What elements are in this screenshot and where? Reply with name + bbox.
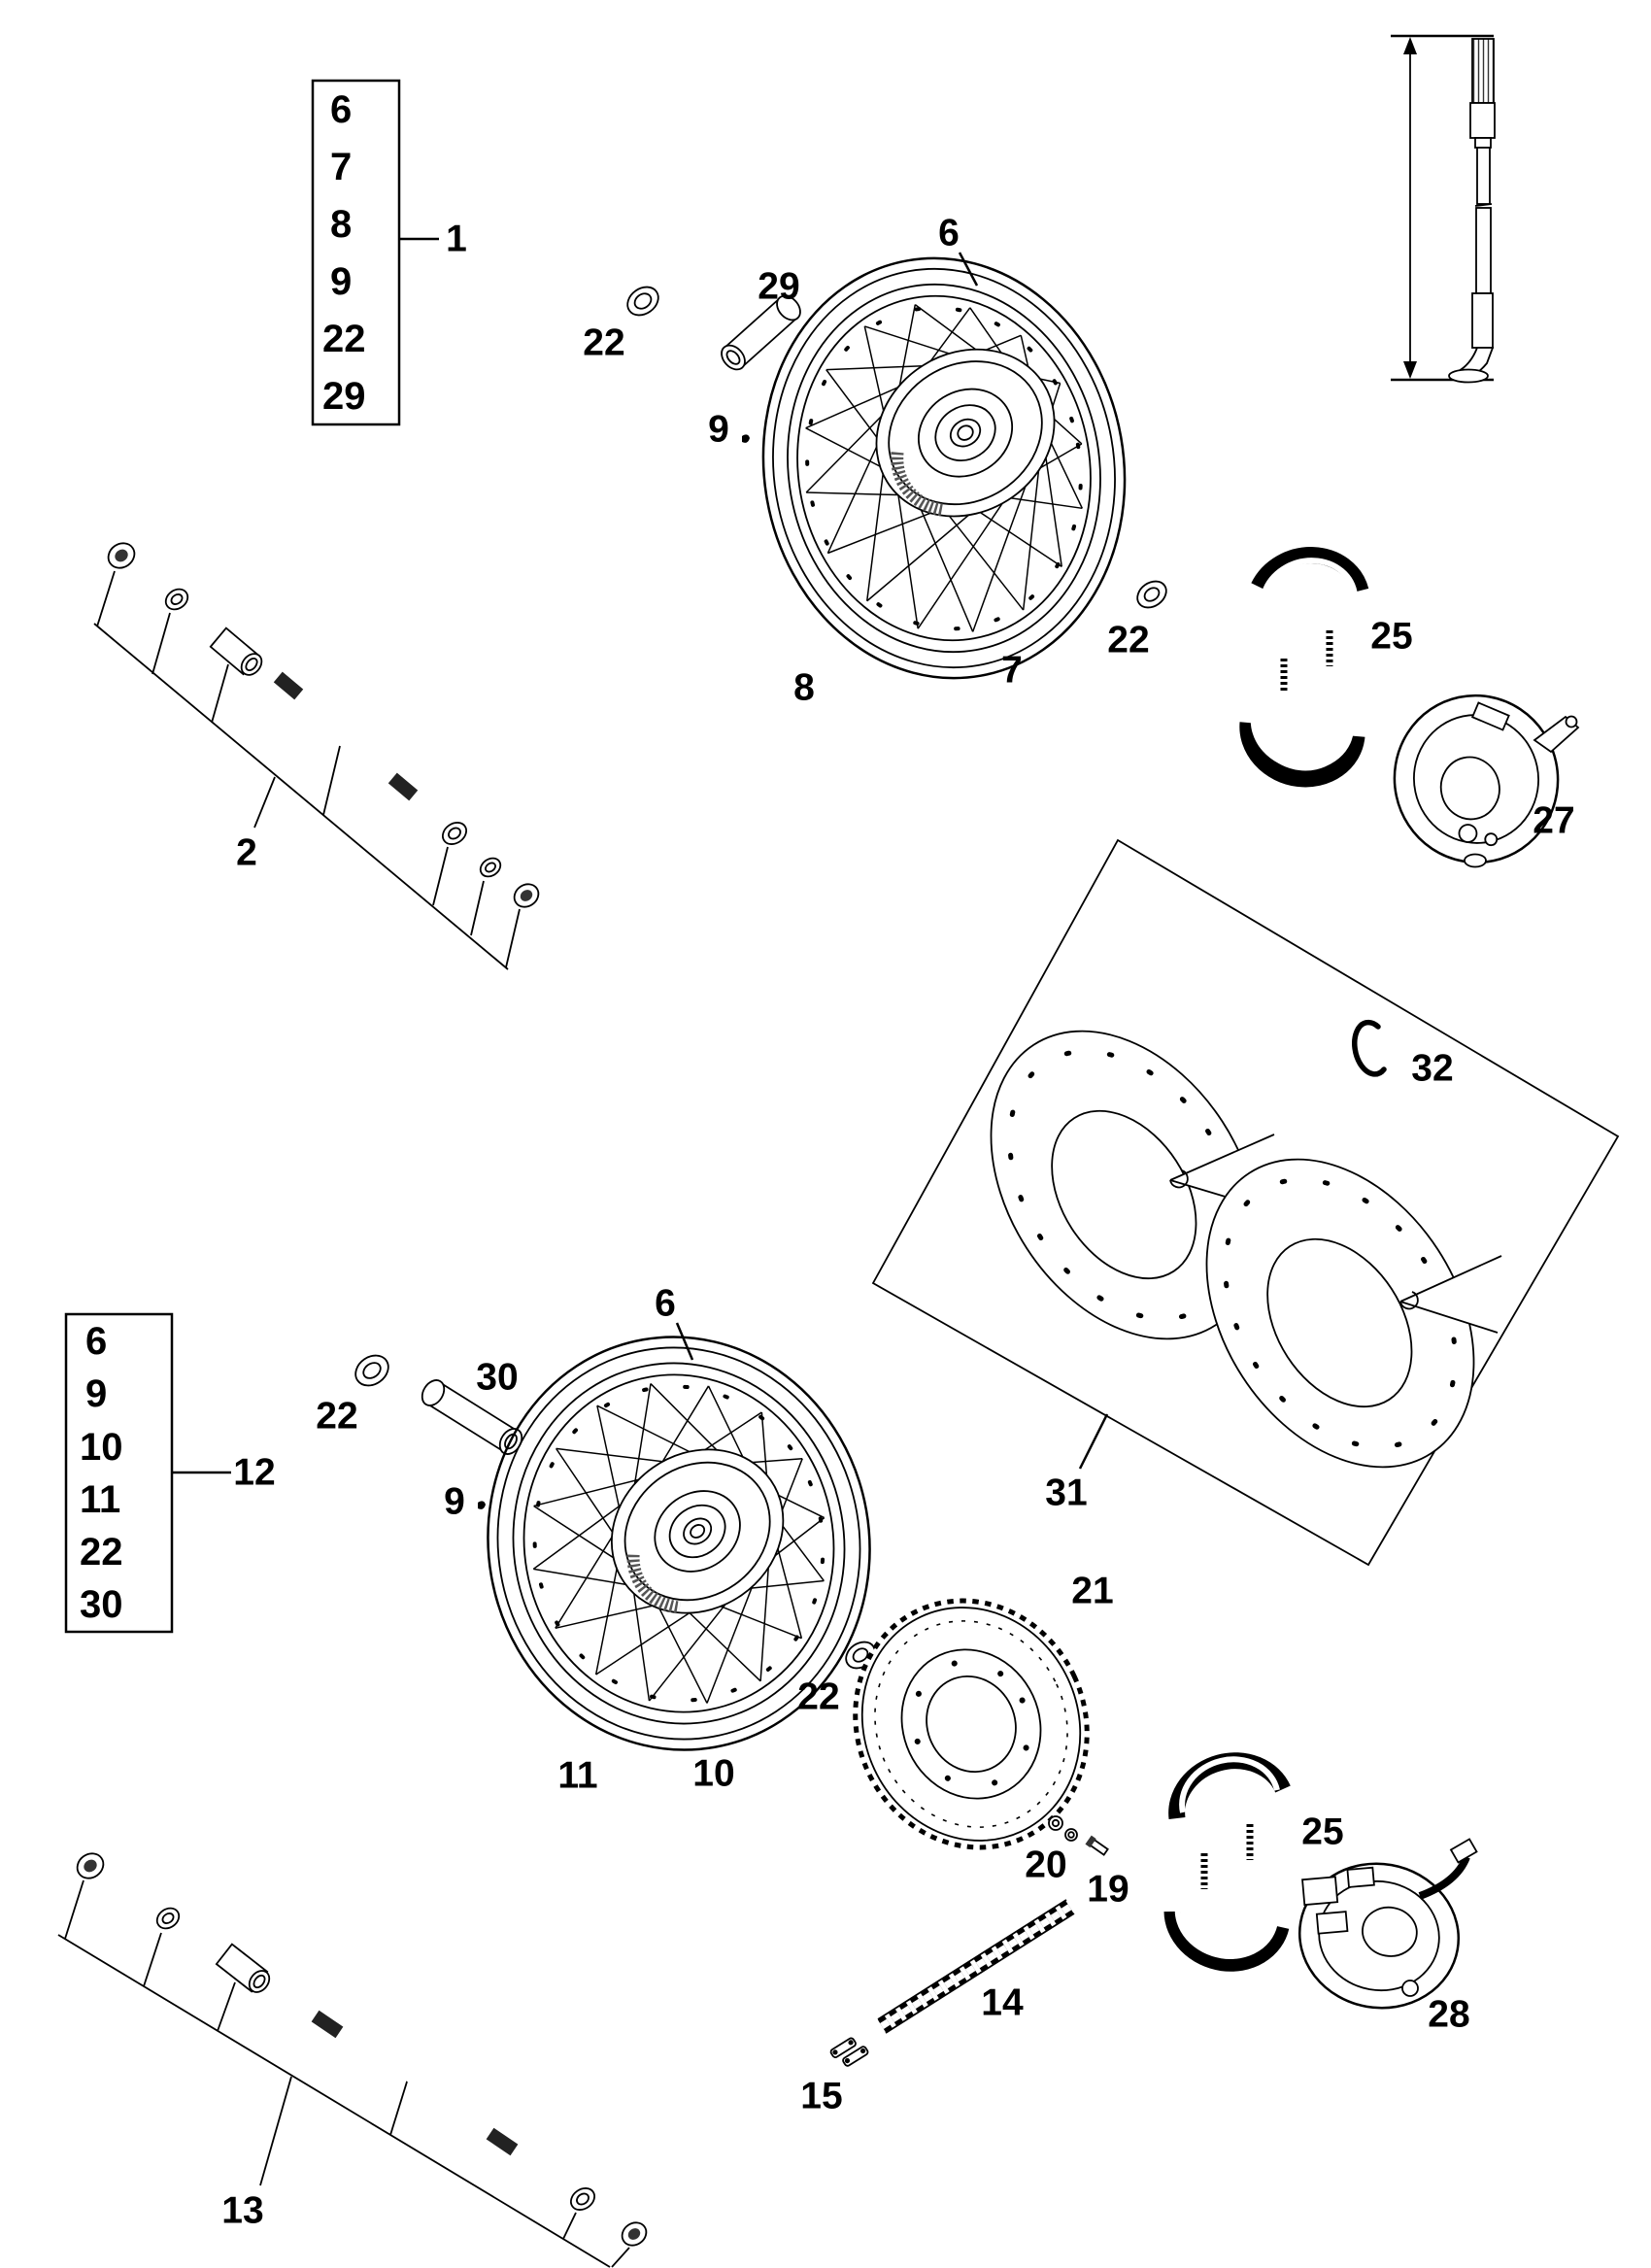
callout-21: 21 (1071, 1570, 1114, 1612)
fork-tube (1449, 39, 1495, 383)
front-wheel-bearing-left (623, 282, 664, 322)
callout-11: 11 (557, 1754, 598, 1797)
legend-box-front (313, 81, 467, 424)
legend-front-item: 29 (322, 375, 366, 418)
callout-19: 19 (1087, 1868, 1129, 1911)
rear-wheel-bearing-left (350, 1349, 394, 1392)
seal-dot-front (742, 434, 750, 443)
callout-10: 10 (692, 1752, 735, 1795)
front-axle-kit (94, 538, 543, 969)
callout-25-rear: 25 (1301, 1811, 1344, 1853)
rear-hub (580, 1416, 815, 1646)
callout-30: 30 (476, 1356, 519, 1399)
callout-12: 12 (233, 1451, 276, 1494)
legend-rear-item: 10 (80, 1426, 123, 1469)
legend-front-item: 22 (322, 318, 366, 360)
legend-rear-item: 30 (80, 1583, 123, 1626)
brake-shoes-rear (1172, 1759, 1283, 1963)
legend-box-rear (66, 1314, 276, 1632)
brake-disc-plates (873, 840, 1618, 1565)
callout-31: 31 (1045, 1472, 1088, 1514)
spacer-bushing (217, 1945, 274, 1996)
callout-28: 28 (1428, 1993, 1470, 2036)
seal-dot-rear (478, 1501, 486, 1509)
callout-8: 8 (793, 666, 815, 709)
fork-leg-reference (1391, 36, 1495, 383)
legend-front-item: 7 (330, 146, 353, 188)
sprocket-bolt (1085, 1836, 1108, 1857)
spacer-bushing (211, 628, 266, 679)
legend-rear-item: 9 (85, 1372, 108, 1415)
washer (153, 1904, 184, 1932)
washer (162, 585, 192, 613)
callout-27: 27 (1533, 799, 1575, 842)
chain-master-link (829, 2034, 868, 2070)
front-wheel-bearing-right (1132, 576, 1171, 613)
drive-chain (878, 1900, 1074, 2033)
callout-14: 14 (981, 1981, 1024, 2024)
leader-line (960, 253, 977, 286)
callout-15: 15 (800, 2075, 843, 2117)
washer (439, 818, 471, 848)
legend-rear-item: 22 (80, 1531, 123, 1574)
bracket-line (58, 1935, 610, 2267)
callout-13: 13 (221, 2189, 264, 2232)
callout-6-rear: 6 (655, 1282, 676, 1325)
legend-rear-item: 6 (85, 1320, 108, 1363)
callout-9-front: 9 (708, 408, 729, 451)
legend-front-item: 6 (330, 88, 353, 131)
bracket-line (94, 624, 508, 969)
legend-front-item: 9 (330, 260, 353, 303)
callout-32: 32 (1411, 1047, 1454, 1090)
front-hub (845, 317, 1086, 550)
legend-front-item: 8 (330, 203, 353, 246)
washer (567, 2183, 599, 2214)
callout-22-rear-left: 22 (316, 1395, 358, 1438)
front-axle-bolt (274, 672, 418, 801)
callout-22-front-right: 22 (1107, 619, 1150, 661)
legend-rear-item: 11 (80, 1478, 121, 1521)
callout-29: 29 (758, 265, 800, 308)
axle-nut (510, 880, 543, 912)
callout-1: 1 (446, 218, 467, 260)
washer (477, 855, 504, 881)
axle-nut (104, 538, 140, 573)
callout-25-front: 25 (1370, 615, 1413, 658)
callout-20: 20 (1025, 1844, 1067, 1886)
brake-rod-arm (1420, 1857, 1466, 1896)
callout-22-front-left: 22 (583, 322, 625, 364)
callout-6-front: 6 (938, 212, 960, 254)
callout-2: 2 (236, 831, 257, 874)
sprocket-washers (1049, 1816, 1077, 1841)
brake-shoes-front (1248, 556, 1361, 779)
axle-nut (73, 1848, 109, 1883)
callout-7: 7 (1001, 649, 1023, 692)
callout-9-rear: 9 (444, 1480, 465, 1523)
snap-ring (1355, 1023, 1384, 1074)
leader-line (677, 1323, 692, 1360)
axle-nut (618, 2218, 651, 2251)
rear-axle-bolt (312, 2011, 519, 2155)
front-brake-plate (1379, 680, 1578, 877)
rear-axle-kit (58, 1848, 651, 2267)
leader-line (1080, 1414, 1107, 1469)
callout-22-rear-right: 22 (797, 1676, 840, 1718)
